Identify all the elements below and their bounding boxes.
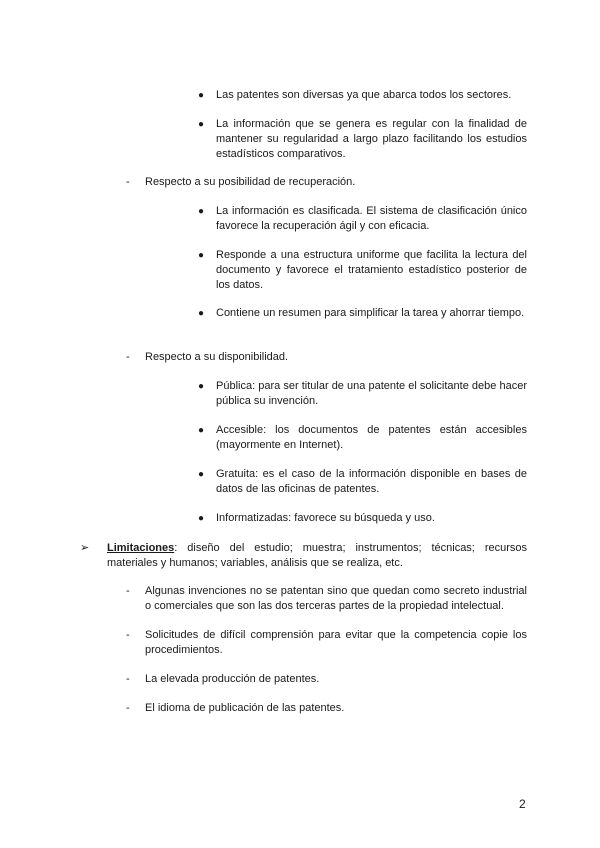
bullet-icon: ● xyxy=(198,469,205,480)
list-item: Accesible: los documentos de patentes están accesibles (mayormente en Internet). xyxy=(216,424,527,451)
list-item: Pública: para ser titular de una patente el solicitante debe hacer pública su invención. xyxy=(216,380,527,407)
list-item: Solicitudes de difícil comprensión para evitar que la competencia copie los procedimientos. xyxy=(145,629,527,656)
list-item: La información que se genera es regular con la finalidad de mantener su regularidad a largo plazo facilitando los estudios estadísticos comparativos. xyxy=(216,118,527,160)
list-item: La elevada producción de patentes. xyxy=(145,673,320,685)
list-item: La información es clasificada. El sistema de clasificación único favorece la recuperación ágil y con eficacia. xyxy=(216,205,527,232)
list-item: Responde a una estructura uniforme que facilita la lectura del documento y favorece el tratamiento estadístico posterior de los datos. xyxy=(216,249,527,291)
bullet-icon: ● xyxy=(198,119,205,130)
dash-marker: - xyxy=(126,629,130,641)
section-heading-text: Respecto a su disponibilidad. xyxy=(145,351,289,363)
list-item: Algunas invenciones no se patentan sino que quedan como secreto industrial o comerciales que son las dos terceras partes de la propiedad intelectual. xyxy=(145,585,527,612)
list-item: Gratuita: es el caso de la información disponible en bases de datos de las oficinas de patentes. xyxy=(216,468,527,495)
bullet-icon: ● xyxy=(198,250,205,261)
bullet-icon: ● xyxy=(198,90,205,101)
dash-marker: - xyxy=(126,585,130,597)
list-item: El idioma de publicación de las patentes. xyxy=(145,702,345,714)
limitaciones-text: : diseño del estudio; muestra; instrumentos; técnicas; recursos materiales y humanos; variables, análisis que se realiza, etc. xyxy=(107,542,527,569)
list-item: Las patentes son diversas ya que abarca todos los sectores. xyxy=(216,89,512,101)
limitaciones-label: Limitaciones xyxy=(107,542,175,554)
list-item: Contiene un resumen para simplificar la tarea y ahorrar tiempo. xyxy=(216,307,525,319)
dash-marker: - xyxy=(126,673,130,685)
bullet-icon: ● xyxy=(198,206,205,217)
dash-marker: - xyxy=(126,176,130,188)
page-number: 2 xyxy=(519,797,526,811)
bullet-icon: ● xyxy=(198,425,205,436)
dash-marker: - xyxy=(126,351,130,363)
limitaciones-paragraph xyxy=(80,541,527,571)
section-heading-text: Respecto a su posibilidad de recuperación. xyxy=(145,176,356,188)
list-item: Informatizadas: favorece su búsqueda y uso. xyxy=(216,512,435,524)
bullet-icon: ● xyxy=(198,381,205,392)
arrow-bullet-icon: ➢ xyxy=(80,542,90,554)
dash-marker: - xyxy=(126,702,130,714)
bullet-icon: ● xyxy=(198,513,205,524)
bullet-icon: ● xyxy=(198,308,205,319)
limitaciones-body xyxy=(80,541,527,571)
